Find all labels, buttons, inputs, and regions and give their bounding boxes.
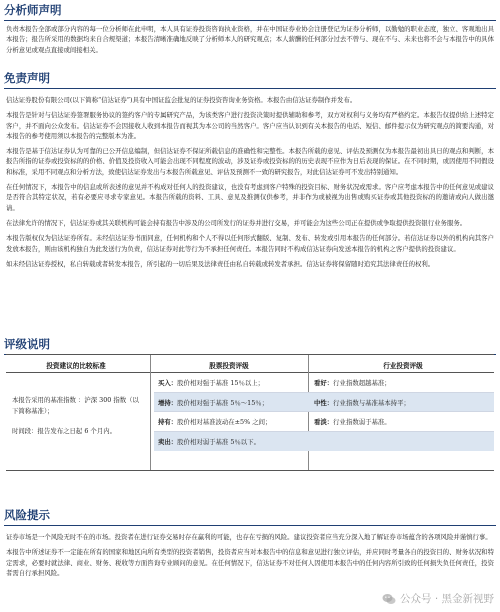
rating-rows [154, 373, 494, 451]
disclaimer-paragraph: 本报告版权仅为信达证券所有。未经信达证券书面同意，任何机构和个人不得以任何形式翻版、复制、发布、转发或引用本报告的任何部分。若信达证券以外的机构向其客户发放本报告，则由该机构独自为此发送行为负责，信达证券对此等行为不承担任何责任。本报告同时不构成信达证券向发送本报告的机构之客户提供的投资建议。 [6, 234, 494, 253]
disclaimer-paragraph: 本报告是针对与信达证券签署服务协议的签约客户的专属研究产品，为该类客户进行投资决策时提供辅助和参考，双方对权利与义务均有严格约定。本报告仅提供给上述特定客户，并不面向公众发布。信达证券不会因接收人收到本报告而视其为本公司的当然客户。客户应当认识到有关本报告的电话、短信、邮件提示仅为研究观点的简要沟通，对本报告的参考使用须以本报告的完整版本为准。 [6, 111, 494, 140]
disclaimer-section [0, 70, 500, 269]
rating-table [6, 354, 494, 471]
wechat-icon [382, 593, 396, 605]
rating-table-header [6, 355, 494, 373]
stock-rating-cell: 卖出：股价相对弱于基准 5％以下。 [158, 437, 260, 446]
header-benchmark: 投资建议的比较标准 [46, 362, 106, 370]
header-stock-rating: 股票投资评级 [209, 362, 249, 370]
analyst-statement-section [0, 2, 500, 55]
table-row [154, 373, 494, 393]
disclaimer-paragraph: 如未经信达证券授权，私自转载或者转发本报告，所引起的一切后果及法律责任由私自转载或转发者承担。信达证券将保留随时追究其法律责任的权利。 [6, 259, 435, 268]
analyst-statement-title: 分析师声明 [4, 3, 62, 17]
disclaimer-paragraph: 本报告是基于信达证券认为可靠的已公开信息编制，但信达证券不保证所载信息的准确性和完整性。本报告所载的意见、评估及预测仅为本报告最初出具日的观点和判断，本报告所指的证券或投资标的的价格、价值及投资收入可能会出现不同程度的波动，涉及证券或投资标的的历史表现不应作为日后表现的保证。在不同时期，或因使用不同假设和标准，采用不同观点和分析方法，致使信达证券发出与本报告所载意见、评估及预测不一致的研究报告，对此信达证券可不发出特别通知。 [6, 147, 494, 176]
title-rule [4, 88, 496, 89]
disclaimer-paragraph: 信达证券股份有限公司(以下简称“信达证券”)具有中国证监会批复的证券投资咨询业务资格。本报告由信达证券制作并发布。 [6, 96, 357, 104]
title-rule [4, 525, 496, 526]
rating-title: 评级说明 [4, 337, 50, 351]
column-divider [150, 355, 151, 470]
header-industry-rating: 行业投资评级 [383, 362, 423, 370]
analyst-statement-text: 负责本报告全部或部分内容的每一位分析师在此申明，本人具有证券投资咨询执业资格，并在中国证券业协会注册登记为证券分析师，以勤勉的职业态度，独立、客观地出具本报告；报告所采用的数据均来自合规渠道；本报告清晰准确地反映了分析师本人的研究观点；本人薪酬的任何部分过去不曾与、现在不与、未来也将不会与本报告中的具体分析意见或观点直接或间接相关。 [6, 25, 494, 54]
table-row [154, 432, 494, 452]
industry-rating-cell: 看好：行业指数超越基准； [314, 379, 391, 387]
time-period-line: 时间段：报告发布之日起 6 个月内。 [12, 427, 116, 435]
industry-rating-cell: 看淡：行业指数弱于基准。 [314, 418, 391, 426]
risk-section [0, 507, 500, 578]
industry-rating-cell: 中性：行业指数与基准基本持平； [314, 398, 410, 407]
stock-rating-cell: 持有：股价相对基准波动在±5% 之间； [158, 418, 272, 426]
risk-title: 风险提示 [4, 508, 50, 522]
table-row [154, 412, 494, 432]
benchmark-index-line: 本报告采用的基准指数 ：沪深 300 指数（以下简称基准）； [12, 396, 139, 415]
title-rule [4, 20, 496, 21]
stock-rating-cell: 买入：股价相对强于基准 15％以上； [158, 379, 265, 387]
stock-rating-cell: 增持：股价相对强于基准 5％～15％； [158, 398, 269, 407]
disclaimer-title: 免责声明 [4, 71, 50, 85]
risk-paragraph: 证券市场是一个风险无时不在的市场。投资者在进行证券交易时存在赢利的可能，也存在亏损的风险。建议投资者应当充分深入地了解证券市场蕴含的各项风险并谨慎行事。 [6, 533, 492, 541]
watermark-text: 公众号 · 黑金新视野 [399, 593, 494, 605]
benchmark-description [6, 373, 146, 470]
watermark [382, 591, 494, 606]
table-row [154, 393, 494, 413]
disclaimer-paragraph: 在法律允许的情况下，信达证券或其关联机构可能会持有报告中涉及的公司所发行的证券并进行交易，并可能会为这些公司正在提供或争取提供投资银行业务服务。 [6, 218, 467, 227]
disclaimer-paragraph: 在任何情况下，本报告中的信息或所表述的意见并不构成对任何人的投资建议，也没有考虑到客户特殊的投资目标、财务状况或需求。客户应考虑本报告中的任何意见或建议是否符合其特定状况，若有必要应寻求专家意见。本报告所载的资料、工具、意见及推测仅供参考，并非作为或被视为出售或购买证券或其他投资标的的邀请或向人做出邀请。 [6, 183, 494, 212]
rating-section [0, 336, 500, 446]
risk-paragraph: 本报告中所述证券不一定能在所有的国家和地区向所有类型的投资者销售，投资者应当对本报告中的信息和意见进行独立评估，并应同时考量各自的投资目的、财务状况和特定需求，必要时就法律、商业、财务、税收等方面咨询专业顾问的意见。在任何情况下，信达证券不对任何人因使用本报告中的任何内容所引致的任何损失负任何责任，投资者需自行承担风险。 [6, 548, 494, 577]
